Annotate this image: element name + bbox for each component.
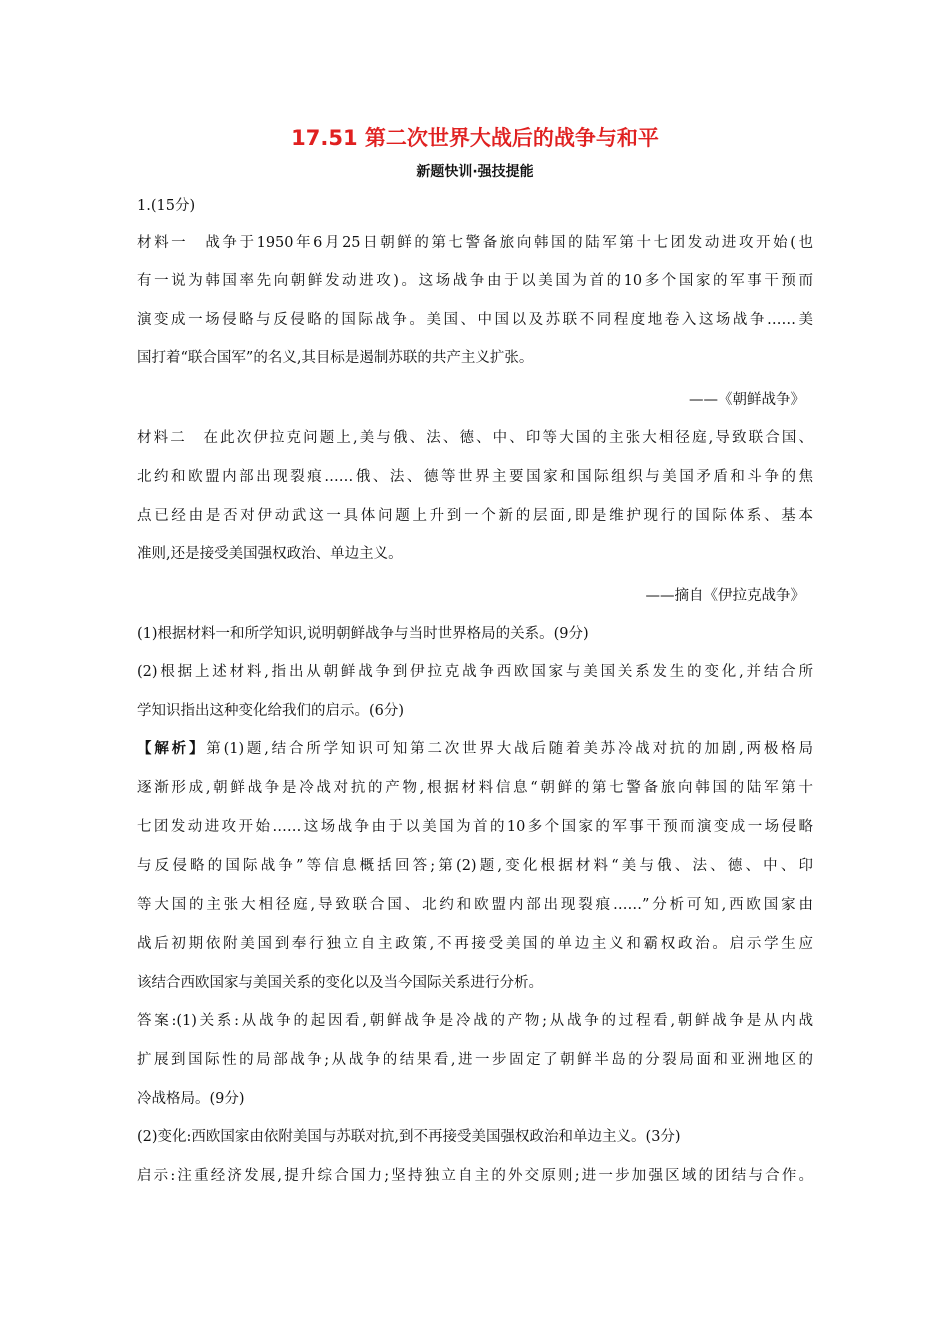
answer-line: 扩展到国际性的局部战争;从战争的结果看,进一步固定了朝鲜半岛的分裂局面和亚洲地区的	[137, 1052, 813, 1068]
material1-line: 材料一 战争于1950年6月25日朝鲜的第七警备旅向韩国的陆军第十七团发动进攻开始(也	[137, 235, 813, 251]
analysis-line: 战后初期依附美国到奉行独立自主政策,不再接受美国的单边主义和霸权政治。启示学生应	[137, 936, 813, 952]
material2-line: 点已经由是否对伊动武这一具体问题上升到一个新的层面,即是维护现行的国际体系、基本	[137, 508, 813, 524]
material2-source: ——摘自《伊拉克战争》	[645, 588, 805, 604]
answer-line: 答案:(1)关系:从战争的起因看,朝鲜战争是冷战的产物;从战争的过程看,朝鲜战争是从内战	[137, 1013, 813, 1029]
material1-source: ——《朝鲜战争》	[689, 392, 805, 408]
question-2-line: 学知识指出这种变化给我们的启示。(6分)	[137, 703, 405, 719]
question-2-line: (2)根据上述材料,指出从朝鲜战争到伊拉克战争西欧国家与美国关系发生的变化,并结合所	[137, 664, 813, 680]
material2-line: 材料二 在此次伊拉克问题上,美与俄、法、德、中、印等大国的主张大相径庭,导致联合国、	[137, 430, 813, 446]
analysis-line: 七团发动进攻开始……这场战争由于以美国为首的10多个国家的军事干预而演变成一场侵略	[137, 819, 813, 835]
material1-line: 有一说为韩国率先向朝鲜发动进攻)。这场战争由于以美国为首的10多个国家的军事干预而	[137, 273, 813, 289]
material1-line: 演变成一场侵略与反侵略的国际战争。美国、中国以及苏联不同程度地卷入这场战争……美	[137, 312, 813, 328]
page-title: 17.51 第二次世界大战后的战争与和平	[291, 126, 659, 150]
question-header: 1.(15分)	[137, 198, 196, 214]
analysis-line	[137, 738, 813, 760]
answer-line: 冷战格局。(9分)	[137, 1091, 245, 1107]
analysis-label: 【解析】	[137, 740, 207, 757]
answer-line: 启示:注重经济发展,提升综合国力;坚持独立自主的外交原则;进一步加强区域的团结与合作。	[137, 1168, 813, 1184]
answer-line: (2)变化:西欧国家由依附美国与苏联对抗,到不再接受美国强权政治和单边主义。(3分)	[137, 1129, 681, 1145]
material2-line: 准则,还是接受美国强权政治、单边主义。	[137, 546, 403, 562]
page-subtitle: 新题快训·强技提能	[416, 164, 534, 180]
analysis-text: 第(1)题,结合所学知识可知第二次世界大战后随着美苏冷战对抗的加剧,两极格局	[206, 741, 813, 757]
material2-line: 北约和欧盟内部出现裂痕……俄、法、德等世界主要国家和国际组织与美国矛盾和斗争的焦	[137, 469, 813, 485]
material1-line: 国打着“联合国军”的名义,其目标是遏制苏联的共产主义扩张。	[137, 350, 534, 366]
analysis-line: 与反侵略的国际战争”等信息概括回答;第(2)题,变化根据材料“美与俄、法、德、中、印	[137, 858, 813, 874]
analysis-line: 逐渐形成,朝鲜战争是冷战对抗的产物,根据材料信息“朝鲜的第七警备旅向韩国的陆军第十	[137, 780, 813, 796]
analysis-line: 等大国的主张大相径庭,导致联合国、北约和欧盟内部出现裂痕……”分析可知,西欧国家由	[137, 897, 813, 913]
analysis-line: 该结合西欧国家与美国关系的变化以及当今国际关系进行分析。	[137, 975, 543, 991]
question-1: (1)根据材料一和所学知识,说明朝鲜战争与当时世界格局的关系。(9分)	[137, 626, 589, 642]
